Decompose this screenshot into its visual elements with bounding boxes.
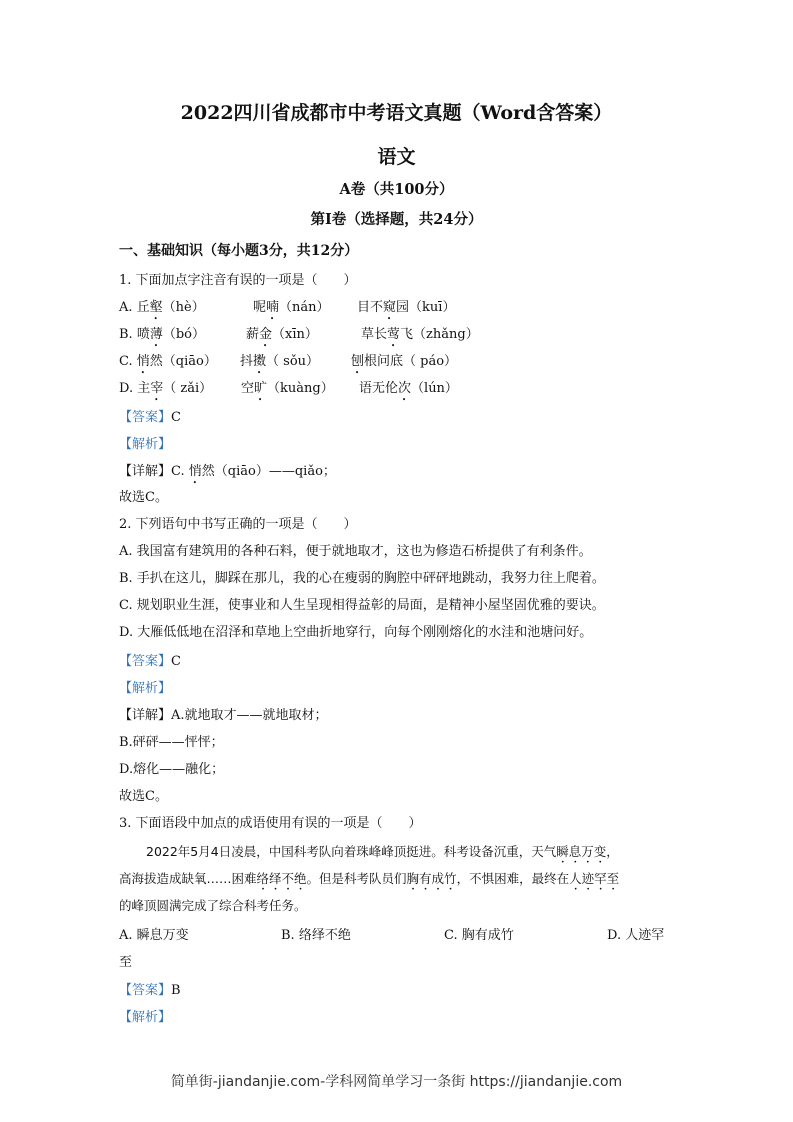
q1-answer: 【答案】C [119,410,181,425]
section-heading: 一、基础知识（每小题3分，共12分） [119,243,359,259]
q3-option-c: C. 胸有成竹 [444,928,514,943]
q2-stem: 2. 下列语句中书写正确的一项是（ ） [119,517,357,532]
q1-conclusion: 故选C。 [119,490,168,505]
q1-analysis-tag: 【解析】 [119,437,172,452]
q2-option-c: C. 规划职业生涯，使事业和人生呈现相得益彰的局面，是精神小屋坚固优雅的要诀。 [119,598,605,613]
q1-stem: 1. 下面加点字注音有误的一项是（ ） [119,273,357,288]
q3-analysis-tag: 【解析】 [119,1010,172,1025]
q3-passage-line-3: 的峰顶圆满完成了综合科考任务。 [119,898,307,913]
footer-watermark: 简单街-jiandanjie.com-学科网简单学习一条街 https://jiandanjie.com [170,1074,623,1090]
q2-detail-a: 【详解】A.就地取才——就地取材； [119,708,328,723]
q3-stem: 3. 下面语段中加点的成语使用有误的一项是（ ） [119,816,422,831]
volume-title: A卷（共100分） [339,181,454,198]
document-page: 2022四川省成都市中考语文真题（Word含答案） 语文 A卷（共100分） 第Ⅰ卷（选择题，共24分） 一、基础知识（每小题3分，共12分） 1. 下面加点字注音有误的一项是（ ） A. 丘壑（hè） 呢喃（nán） 目不窥园（kuī） B. 喷薄（bó） 薪金（xīn） 草长莺飞（zhǎng） C. 悄然（qiāo） 抖擞（ sǒu） 刨根问底（ páo） D. 主宰（ zǎi） 空旷（kuàng） 语无伦次（lún） 【答案】C 【解析】 【详解】C. 悄然（qiāo）——qiǎo； 故选C。 2. 下列语句中书写正确的一项是（ ） A. 我国富有建筑用的各种石料，便于就地取才，这也为修造石桥提供了有利条件。 B. 手扒在这儿，脚踩在那儿，我的心在瘦弱的胸腔中砰砰地跳动，我努力往上爬着。 C. 规划职业生涯，使事业和人生呈现相得益彰的局面，是精神小屋坚固优雅的要诀。 D. 大雁低低地在沼泽和草地上空曲折地穿行，向每个刚刚熔化的水洼和池塘问好。 【答案】C 【解析】 【详解】A.就地取才——就地取材； B.砰砰——怦怦； D.熔化——融化； 故选C。 3. 下面语段中加点的成语使用有误的一项是（ ） 2022年5月4日凌晨，中国科考队向着珠峰峰顶挺进。科考设备沉重，天气瞬息万变， 高海拔造成缺氧……困难络绎不绝。但是科考队员们胸有成竹，不惧困难，最终在人迹罕至 的峰顶圆满完成了综合科考任务。 A. 瞬息万变 B. 络绎不绝 C. 胸有成竹 D. 人迹罕 至 【答案】B 【解析】 简单街-jiandanjie.com-学科网简单学习一条街 https://jiandanjie.com [0,0,793,1122]
q3-passage-line-1: 2022年5月4日凌晨，中国科考队向着珠峰峰顶挺进。科考设备沉重，天气瞬息万变， [146,844,619,859]
q3-option-d: D. 人迹罕 [607,928,665,943]
q2-option-b: B. 手扒在这儿，脚踩在那儿，我的心在瘦弱的胸腔中砰砰地跳动，我努力往上爬着。 [119,571,605,586]
q2-detail-b: B.砰砰——怦怦； [119,735,224,750]
q3-option-b: B. 络绎不绝 [281,928,351,943]
q3-passage-line-2: 高海拔造成缺氧……困难络绎不绝。但是科考队员们胸有成竹，不惧困难，最终在人迹罕至 [119,871,620,886]
q2-detail-d: D.熔化——融化； [119,762,225,777]
answer-tag: 【答案】 [119,410,172,425]
answer-tag: 【答案】 [119,654,172,669]
subject-title: 语文 [377,146,416,168]
q2-answer: 【答案】C [119,654,181,669]
q1-detail: 【详解】C. 悄然（qiāo）——qiǎo； [119,464,336,479]
q3-option-a: A. 瞬息万变 [119,928,189,943]
q3-answer: 【答案】B [119,983,181,998]
q2-option-d: D. 大雁低低地在沼泽和草地上空曲折地穿行，向每个刚刚熔化的水洼和池塘问好。 [119,625,593,640]
q2-option-a: A. 我国富有建筑用的各种石料，便于就地取才，这也为修造石桥提供了有利条件。 [119,544,592,559]
q2-conclusion: 故选C。 [119,789,168,804]
document-title: 2022四川省成都市中考语文真题（Word含答案） [180,102,613,124]
q2-analysis-tag: 【解析】 [119,681,172,696]
q3-option-d-wrap: 至 [119,955,133,970]
answer-tag: 【答案】 [119,983,172,998]
part-title: 第Ⅰ卷（选择题，共24分） [310,211,483,228]
